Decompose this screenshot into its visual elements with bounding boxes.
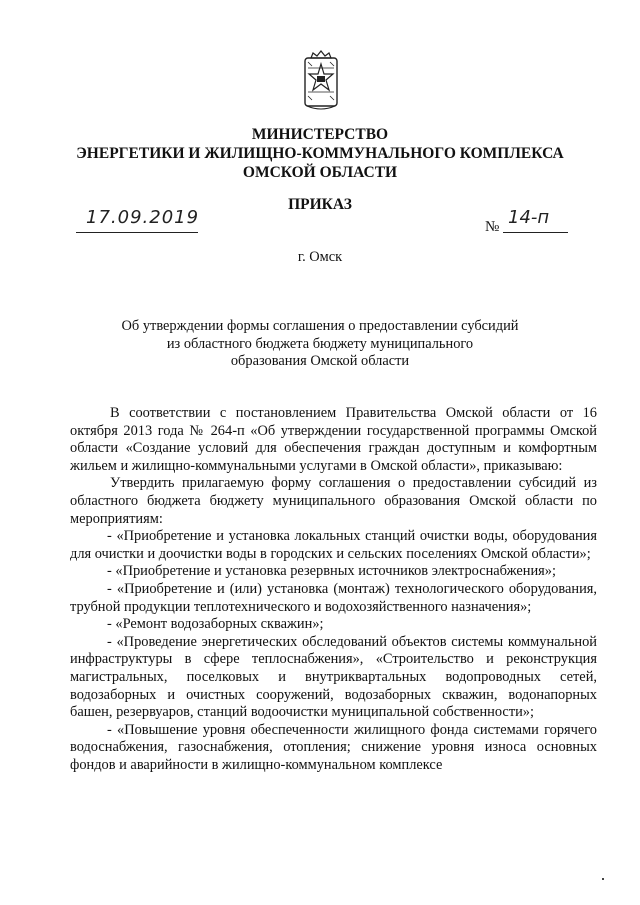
list-item: - «Приобретение и (или) установка (монтаж) технологического оборудования, трубной продукции теплотехнического и водохозяйственного назначения»; xyxy=(70,580,597,615)
body-paragraph-approve: Утвердить прилагаемую форму соглашения о предоставлении субсидий из областного бюджета бюджету муниципального образования Омской области по мероприятиям: xyxy=(70,475,597,527)
list-item: - «Приобретение и установка резервных источников электроснабжения»; xyxy=(107,563,556,580)
order-subject xyxy=(80,318,560,371)
ministry-header-line-3: ОМСКОЙ ОБЛАСТИ xyxy=(242,164,398,181)
number-underline xyxy=(503,232,568,233)
coat-of-arms-emblem xyxy=(303,50,339,110)
city-line: г. Омск xyxy=(297,249,343,265)
list-item: - «Ремонт водозаборных скважин»; xyxy=(107,616,324,633)
subject-line-3: образования Омской области xyxy=(230,353,410,370)
ministry-header-line-1: МИНИСТЕРСТВО xyxy=(251,126,389,143)
subject-line-1: Об утверждении формы соглашения о предоставлении субсидий xyxy=(121,318,519,334)
list-item: - «Приобретение и установка локальных станций очистки воды, оборудования для очистки и доочистки воды в городских и сельских поселениях Омской области»; xyxy=(70,528,597,562)
order-number-handwritten: 14-п xyxy=(508,207,550,228)
order-title: ПРИКАЗ xyxy=(288,196,352,213)
subject-line-2: из областного бюджета бюджету муниципального xyxy=(166,335,474,352)
scan-dot xyxy=(602,878,604,880)
order-body xyxy=(70,405,597,774)
number-sign: № xyxy=(485,219,500,235)
date-underline xyxy=(76,232,198,233)
list-item: - «Повышение уровня обеспеченности жилищного фонда системами горячего водоснабжения, газоснабжения, отопления; снижение уровня износа основных фондов и аварийности в жилищно-коммунальном комплексе xyxy=(70,721,597,773)
body-paragraph-basis: В соответствии с постановлением Правительства Омской области от 16 октября 2013 года № 264-п «Об утверждении государственной программы Омской области «Создание условий для обеспечения граждан доступным и комфортным жильем и жилищно-коммунальными услугами в Омской области», приказываю: xyxy=(70,405,597,474)
order-date-handwritten: 17.09.2019 xyxy=(86,207,200,228)
ministry-header-line-2: ЭНЕРГЕТИКИ И ЖИЛИЩНО-КОММУНАЛЬНОГО КОМПЛЕКСА xyxy=(76,145,564,162)
list-item: - «Проведение энергетических обследований объектов системы коммунальной инфраструктуры в сфере теплоснабжения», «Строительство и реконструкция магистральных, поселковых и внутриквартальных водопроводных сетей, водозаборных и очистных сооружений, водозаборных скважин, водонапорных башен, резервуаров, станций водоочистки муниципальной собственности»; xyxy=(70,633,597,721)
